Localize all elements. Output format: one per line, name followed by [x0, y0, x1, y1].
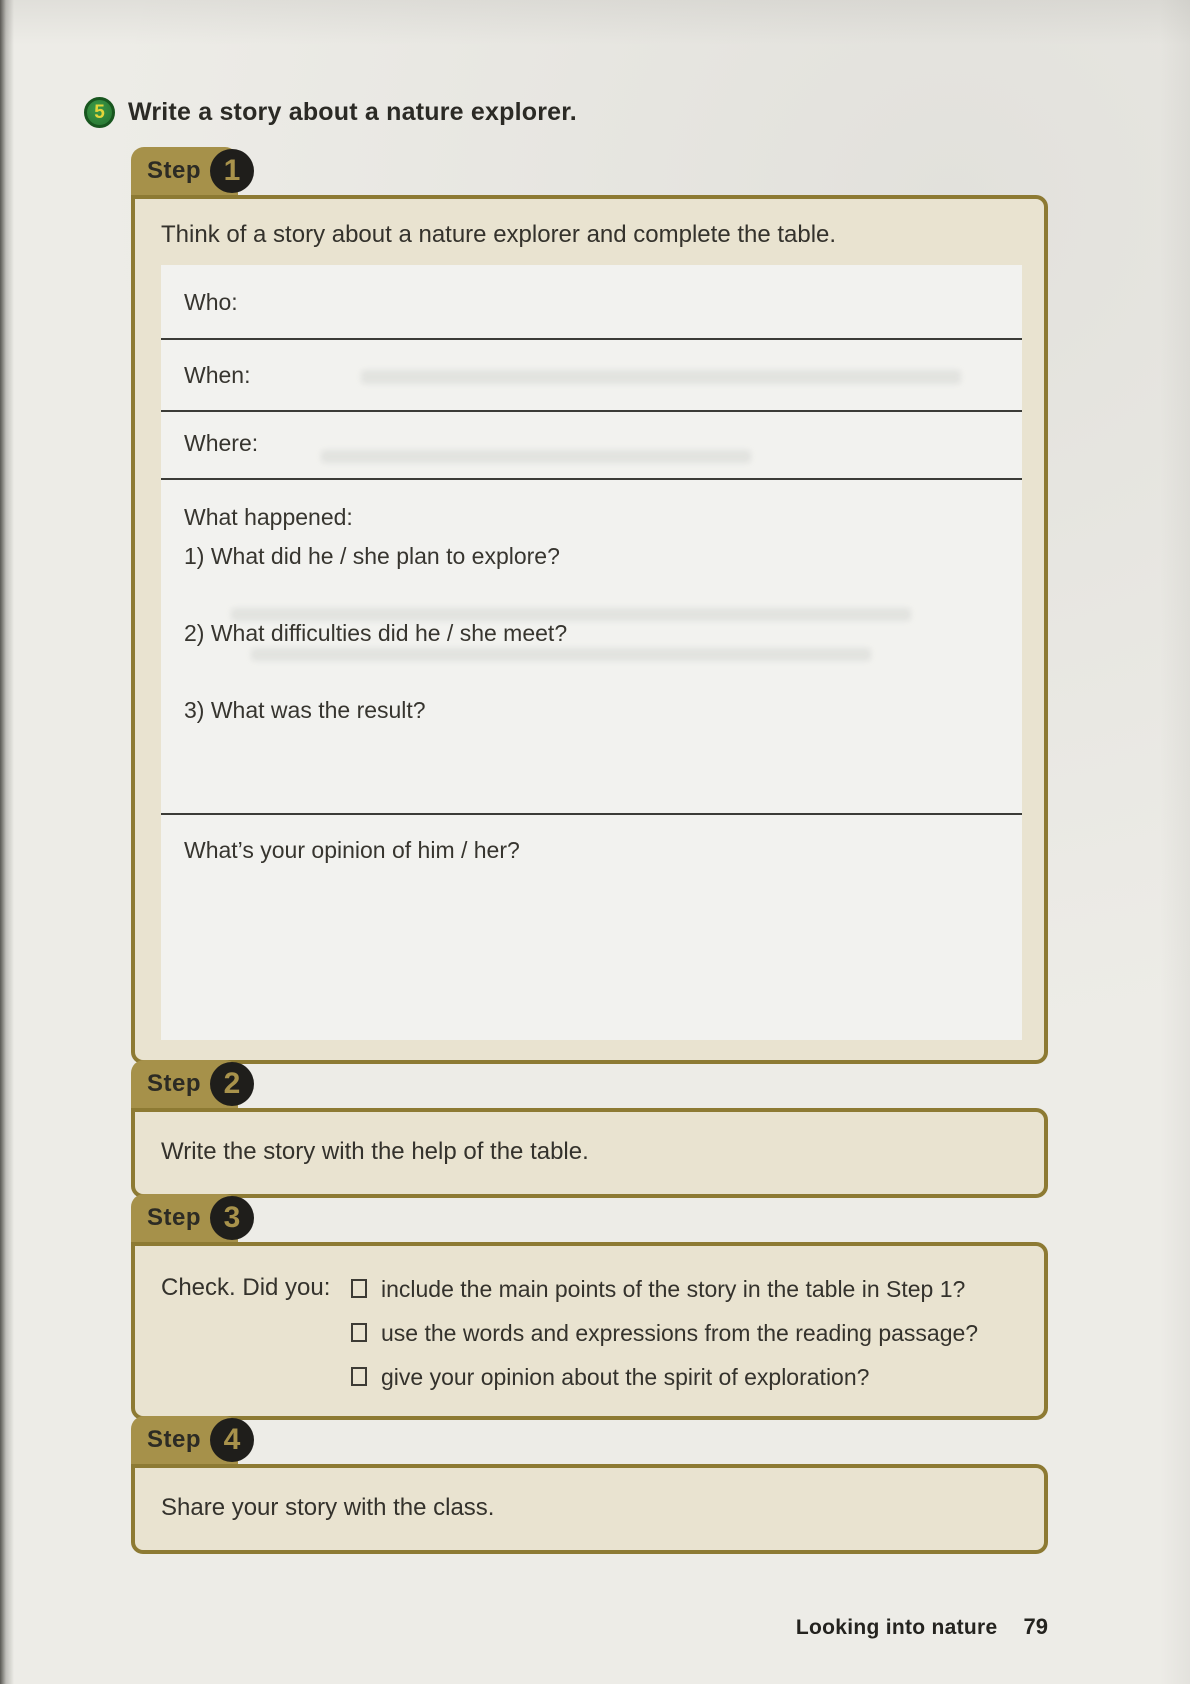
table-row-where[interactable] [161, 412, 1022, 480]
table-row-what-happened[interactable] [161, 480, 1022, 815]
field-label-who: Who: [184, 289, 238, 315]
checklist-item [349, 1362, 1020, 1392]
bleedthrough-ghost [321, 450, 751, 463]
checkbox-icon[interactable] [351, 1279, 367, 1298]
checklist-item-label: give your opinion about the spirit of exploration? [381, 1364, 870, 1390]
step-label: Step [147, 1204, 202, 1231]
bleedthrough-ghost [361, 370, 961, 384]
checklist-item-label: include the main points of the story in the table in Step 1? [381, 1276, 966, 1302]
checklist-item [349, 1318, 1020, 1348]
step-number-badge: 1 [210, 149, 254, 193]
checklist [349, 1274, 1020, 1392]
step-number-badge: 3 [210, 1196, 254, 1240]
checkbox-icon[interactable] [351, 1367, 367, 1386]
step-3-box [131, 1242, 1048, 1420]
footer-section-title: Looking into nature [795, 1616, 998, 1639]
step-number-badge: 2 [210, 1062, 254, 1106]
exercise-header [84, 97, 1190, 128]
exercise-title: Write a story about a nature explorer. [128, 98, 577, 126]
table-row-when[interactable] [161, 340, 1022, 412]
question-2: 2) What difficulties did he / she meet? [184, 620, 568, 646]
story-table [161, 265, 1022, 1040]
step-2-instruction: Write the story with the help of the table. [161, 1138, 589, 1165]
step-number-badge: 4 [210, 1418, 254, 1462]
step-4-box [131, 1464, 1048, 1554]
step-2-tab [131, 1060, 241, 1108]
page-footer [131, 1614, 1048, 1640]
table-row-who[interactable] [161, 265, 1022, 340]
step-label: Step [147, 157, 202, 184]
step-2-section [131, 1060, 1048, 1198]
step-label: Step [147, 1070, 202, 1097]
step-1-instruction: Think of a story about a nature explorer and complete the table. [161, 221, 837, 248]
bleedthrough-ghost [251, 648, 871, 661]
step-4-tab [131, 1416, 241, 1464]
question-3: 3) What was the result? [184, 697, 426, 723]
step-1-section [131, 147, 1048, 1064]
field-label-opinion: What’s your opinion of him / her? [184, 837, 520, 863]
exercise-number-badge: 5 [84, 97, 115, 128]
field-label-what-happened: What happened: [184, 504, 353, 530]
checklist-item-label: use the words and expressions from the reading passage? [381, 1320, 979, 1346]
step-1-box [131, 195, 1048, 1064]
step-3-tab [131, 1194, 241, 1242]
step-label: Step [147, 1426, 202, 1453]
step-3-section [131, 1194, 1048, 1420]
checkbox-icon[interactable] [351, 1323, 367, 1342]
field-label-when: When: [184, 362, 251, 388]
step-3-instruction: Check. Did you: [161, 1274, 331, 1301]
field-label-where: Where: [184, 430, 259, 456]
step-4-instruction: Share your story with the class. [161, 1494, 495, 1521]
checklist-item [349, 1274, 1020, 1304]
step-1-tab [131, 147, 241, 195]
step-4-section [131, 1416, 1048, 1554]
question-1: 1) What did he / she plan to explore? [184, 543, 560, 569]
exercise-content [131, 147, 1048, 1554]
footer-page-number: 79 [1023, 1614, 1048, 1639]
step-2-box [131, 1108, 1048, 1198]
table-row-opinion[interactable] [161, 815, 1022, 1040]
